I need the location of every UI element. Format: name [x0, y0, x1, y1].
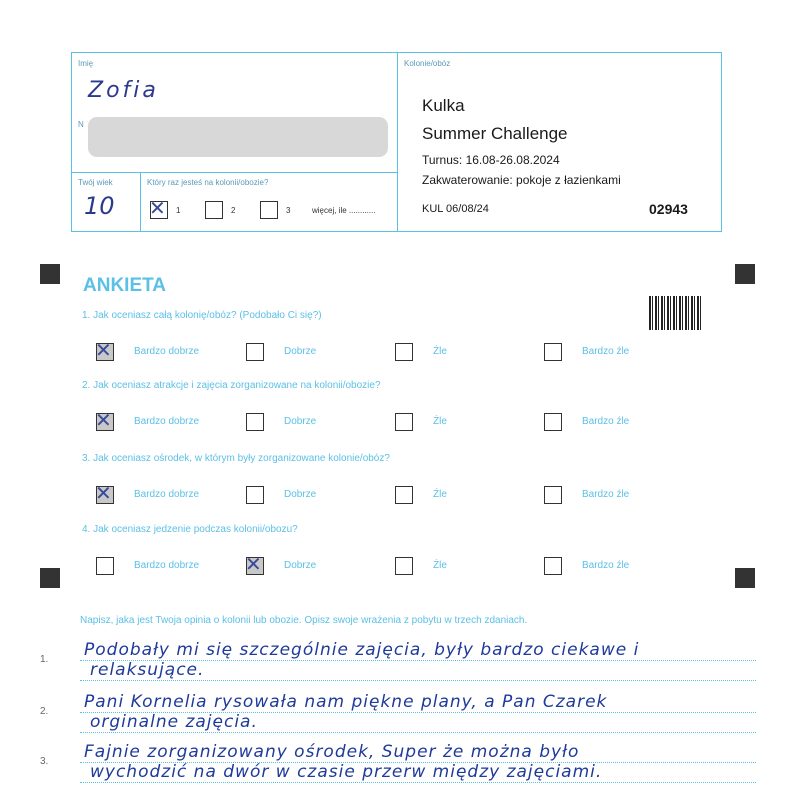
answer-1-line-2: relaksujące. [90, 660, 205, 680]
times-label: Który raz jesteś na kolonii/obozie? [147, 178, 269, 187]
question-4-option-2-checkbox[interactable] [245, 552, 264, 576]
question-3-option-4-checkbox[interactable] [544, 486, 562, 504]
question-2-option-4-checkbox[interactable] [544, 413, 562, 431]
times-option-3: 3 [286, 206, 291, 215]
header-divider-vertical [397, 53, 398, 232]
camp-code: KUL 06/08/24 [422, 203, 489, 215]
question-1-option-4-checkbox[interactable] [544, 343, 562, 361]
answer-3-line-2: wychodzić na dwór w czasie przerw między zajęciami. [90, 762, 603, 782]
question-4-option-2-label: Dobrze [284, 560, 317, 571]
accommodation: Zakwaterowanie: pokoje z łazienkami [422, 173, 621, 187]
checkmark-x-icon: ✕ [95, 408, 112, 432]
camp-program: Summer Challenge [422, 124, 568, 143]
question-2-option-1-label: Bardzo dobrze [134, 416, 200, 427]
question-1: 1. Jak oceniasz całą kolonię/obóz? (Podobało Ci się?) [82, 310, 322, 321]
registration-marker-top-right [735, 264, 755, 284]
question-2-option-4-label: Bardzo źle [582, 416, 630, 427]
question-1-option-3-checkbox[interactable] [395, 343, 413, 361]
answer-1-line-1: Podobały mi się szczególnie zajęcia, były bardzo ciekawe i [84, 640, 640, 660]
answer-3-line-1: Fajnie zorganizowany ośrodek, Super że można było [84, 742, 580, 762]
answer-3-number: 3. [40, 756, 49, 767]
registration-marker-bottom-left [40, 568, 60, 588]
registration-marker-bottom-right [735, 568, 755, 588]
answer-1-number: 1. [40, 654, 49, 665]
question-2-option-3-checkbox[interactable] [395, 413, 413, 431]
camp-label: Kolonie/obóz [404, 59, 451, 68]
question-2: 2. Jak oceniasz atrakcje i zajęcia zorganizowane na kolonii/obozie? [82, 380, 381, 391]
answer-2-dotted-line-2 [80, 732, 756, 733]
answer-2-line-1: Pani Kornelia rysowała nam piękne plany, a Pan Czarek [84, 692, 608, 712]
question-1-option-2-checkbox[interactable] [246, 343, 264, 361]
age-label: Twój wiek [78, 178, 113, 187]
question-2-option-2-checkbox[interactable] [246, 413, 264, 431]
camp-name: Kulka [422, 96, 465, 115]
redacted-last-name [88, 117, 388, 157]
question-3-option-1-checkbox[interactable] [95, 481, 114, 505]
header-divider-horizontal [72, 172, 397, 173]
times-option-1: 1 [176, 206, 181, 215]
header-divider-age [140, 172, 141, 232]
question-2-option-2-label: Dobrze [284, 416, 317, 427]
question-3-option-3-label: Źle [433, 489, 447, 500]
question-1-option-4-label: Bardzo źle [582, 346, 630, 357]
question-2-option-3-label: Źle [433, 416, 447, 427]
checkmark-x-icon: ✕ [149, 196, 166, 220]
question-4-option-3-label: Źle [433, 560, 447, 571]
question-4-option-3-checkbox[interactable] [395, 557, 413, 575]
checkmark-x-icon: ✕ [95, 481, 112, 505]
times-more: więcej, ile ............ [312, 206, 376, 215]
answer-3-dotted-line-2 [80, 782, 756, 783]
question-1-option-3-label: Źle [433, 346, 447, 357]
first-name-value: Zofia [88, 78, 159, 103]
question-1-option-2-label: Dobrze [284, 346, 317, 357]
times-checkbox-3[interactable] [260, 201, 278, 219]
turnus: Turnus: 16.08-26.08.2024 [422, 153, 560, 167]
question-4-option-1-label: Bardzo dobrze [134, 560, 200, 571]
question-4: 4. Jak oceniasz jedzenie podczas kolonii/obozu? [82, 524, 298, 535]
question-4-option-1-checkbox[interactable] [96, 557, 114, 575]
question-2-option-1-checkbox[interactable] [95, 408, 114, 432]
times-checkbox-2[interactable] [205, 201, 223, 219]
question-3-option-3-checkbox[interactable] [395, 486, 413, 504]
last-name-label-partial: N [78, 120, 84, 129]
question-1-option-1-checkbox[interactable] [95, 338, 114, 362]
question-4-option-4-label: Bardzo źle [582, 560, 630, 571]
opinion-prompt: Napisz, jaka jest Twoja opinia o kolonii lub obozie. Opisz swoje wrażenia z pobytu w trzech zdaniach. [80, 615, 528, 626]
question-1-option-1-label: Bardzo dobrze [134, 346, 200, 357]
answer-1-dotted-line-2 [80, 680, 756, 681]
question-4-option-4-checkbox[interactable] [544, 557, 562, 575]
age-value: 10 [84, 192, 115, 220]
question-3-option-4-label: Bardzo źle [582, 489, 630, 500]
form-number: 02943 [649, 201, 688, 217]
registration-marker-top-left [40, 264, 60, 284]
answer-2-line-2: orginalne zajęcia. [90, 712, 258, 732]
checkmark-x-icon: ✕ [95, 338, 112, 362]
times-checkbox-1[interactable] [149, 196, 168, 220]
times-option-2: 2 [231, 206, 236, 215]
question-3-option-2-checkbox[interactable] [246, 486, 264, 504]
first-name-label: Imię [78, 59, 94, 68]
question-3-option-2-label: Dobrze [284, 489, 317, 500]
question-3-option-1-label: Bardzo dobrze [134, 489, 200, 500]
survey-title: ANKIETA [83, 275, 167, 296]
question-3: 3. Jak oceniasz ośrodek, w którym były zorganizowane kolonie/obóz? [82, 453, 390, 464]
barcode [649, 296, 703, 330]
answer-2-number: 2. [40, 706, 49, 717]
checkmark-x-icon: ✕ [245, 552, 262, 576]
